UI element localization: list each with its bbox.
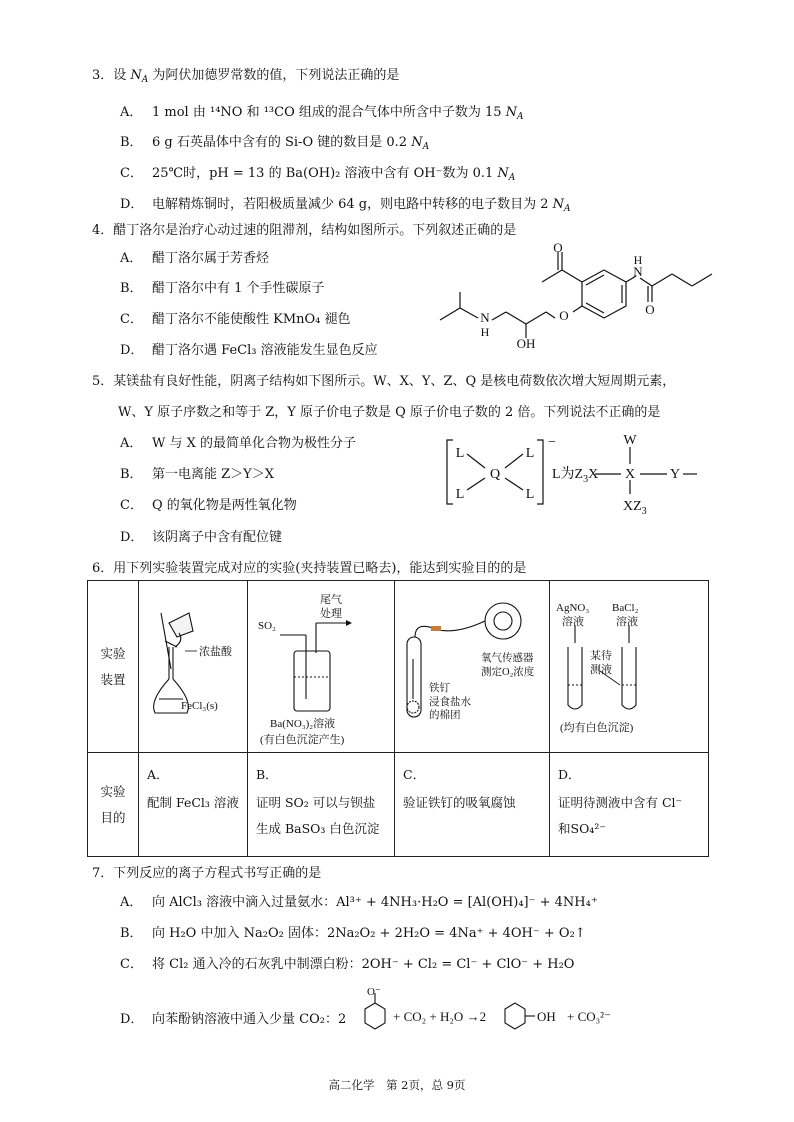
phenol-hydroxyl: OH [537,1009,556,1024]
test-solution-label: 测液 [590,664,612,676]
iron-nail-label: 铁钉 [429,683,450,694]
oxygen-sensor-diagram [395,581,549,753]
ligand-l: L [455,446,465,461]
q3-option-b[interactable]: B． 6 g 石英晶体中含有的 Si-O 键的数目是 0.2 $N_A$ [120,135,430,152]
tail-gas-label: 处理 [320,608,342,620]
amine-hydrogen: H [480,325,490,339]
brine-cotton-label: 浸食盐水 [429,697,471,708]
apparatus-a [139,581,248,753]
precipitate-note: (均有白色沉淀) [560,722,634,734]
q5-stem-line1: 5．某镁盐有良好性能，阴离子结构如下图所示。W、X、Y、Z、Q 是核电荷数依次增大短周期元素， [92,374,676,389]
precipitate-note: (有白色沉淀产生) [260,734,345,746]
central-atom-q: Q [489,467,501,482]
q7-option-b[interactable]: B． 向 H₂O 中加入 Na₂O₂ 固体：2Na₂O₂ + 2H₂O = 4Na⁺ + 4OH⁻ + O₂↑ [120,926,586,941]
q7-stem: 7．下列反应的离子方程式书写正确的是 [92,866,322,881]
q7-option-a[interactable]: A． 向 AlCl₃ 溶液中滴入过量氨水：Al³⁺ + 4NH₃·H₂O = [Al(OH)₄]⁻ + 4NH₄⁺ [120,895,598,910]
anion-charge: − [548,435,556,450]
q4-option-c[interactable]: C． 醋丁洛尔不能使酸性 KMnO₄ 褪色 [120,312,351,327]
so2-inlet-label: SO₂ [258,620,276,632]
brine-cotton-label: 的棉团 [429,710,461,721]
anion-structure [445,432,695,517]
row-head-purpose: 实验 目的 [88,753,139,857]
q3-option-a[interactable]: A． 1 mol 由 ¹⁴NO 和 ¹³CO 组成的混合气体中所含中子数为 15 $N_A$ [120,105,524,122]
purpose-d[interactable]: D． 证明待测液中含有 Cl⁻ 和SO₄²⁻ [550,753,709,857]
apparatus-c [395,581,550,753]
amine-nitrogen: N [480,310,490,325]
conc-hcl-label: 浓盐酸 [199,646,232,658]
q3-option-c[interactable]: C． 25℃时，pH = 13 的 Ba(OH)₂ 溶液中含有 OH⁻数为 0.1 $N_A$ [120,166,516,183]
tail-gas-label: 尾气 [320,594,342,606]
q3-option-d[interactable]: D． 电解精炼铜时，若阳极质量减少 64 g，则电路中转移的电子数目为 2 $N_A$ [120,197,571,214]
row-head-apparatus: 实验 装置 [88,581,139,753]
q4-option-b[interactable]: B． 醋丁洛尔中有 1 个手性碳原子 [120,281,325,296]
q4-stem: 4．醋丁洛尔是治疗心动过速的阻滞剂，结构如图所示。下列叙述正确的是 [92,223,517,238]
apparatus-d [550,581,709,753]
amide-nitrogen: N [633,264,643,279]
test-solution-label: 某待 [590,650,612,662]
o2-sensor-label: 氧气传感器 [481,653,534,664]
bacl2-label: BaCl₂ [612,602,639,614]
purpose-b[interactable]: B． 证明 SO₂ 可以与钡盐 生成 BaSO₃ 白色沉淀 [248,753,395,857]
q7-option-d[interactable]: D． 向苯酚钠溶液中通入少量 CO₂：2 [120,1012,347,1027]
q4-option-a[interactable]: A． 醋丁洛尔属于芳香烃 [120,251,270,266]
xz3-group: $XZ_3$ [623,499,647,517]
bacl2-label: 溶液 [616,616,638,628]
purpose-c[interactable]: C． 验证铁钉的吸氧腐蚀 [395,753,550,857]
page-footer: 高二化学 第 2页，总 9页 [328,1078,466,1092]
agno3-label: AgNO₃ [556,602,590,614]
q4-option-d[interactable]: D． 醋丁洛尔遇 FeCl₃ 溶液能发生显色反应 [120,343,378,358]
q5-stem-line2: W、Y 原子序数之和等于 Z，Y 原子价电子数是 Q 原子价电子数的 2 倍。下列说法不正确的是 [118,405,661,420]
q5-option-b[interactable]: B． 第一电离能 Z＞Y＞X [120,467,275,482]
acetyl-oxygen: O [553,240,563,255]
phenoxide-equation [355,985,625,1045]
amide-oxygen: O [645,302,655,317]
q3-stem: 3．设 $N_A$ 为阿伏加德罗常数的值，下列说法正确的是 [92,68,400,85]
o2-sensor-label: 测定O₂浓度 [481,667,535,678]
l-definition: L为$Z_3X$ [552,467,599,485]
q5-option-a[interactable]: A． W 与 X 的最简单化合物为极性分子 [120,436,357,451]
q7-option-c[interactable]: C． 将 Cl₂ 通入冷的石灰乳中制漂白粉：2OH⁻ + Cl₂ = Cl⁻ + ClO⁻ + H₂O [120,957,575,972]
test-tubes-diagram [550,581,708,753]
carbonate-product: + CO₃²⁻ [567,1009,611,1024]
gas-washing-bottle-diagram [248,581,394,753]
agno3-label: 溶液 [562,616,584,628]
ligand-l: L [525,487,535,502]
q5-option-d[interactable]: D． 该阴离子中含有配位键 [120,530,283,545]
hydroxyl-group: OH [516,336,536,351]
atom-x: X [624,467,636,482]
acebutolol-structure [430,242,720,357]
ligand-l: L [525,446,535,461]
amide-hydrogen: H [633,253,643,267]
equation-middle: + CO₂ + H₂O →2 [393,1009,487,1024]
atom-y: Y [669,467,681,482]
ba-no3-solution-label: Ba(NO₃)₂溶液 [270,718,336,730]
experiment-table [87,580,709,857]
atom-w: W [623,433,637,448]
q5-option-c[interactable]: C． Q 的氧化物是两性氧化物 [120,498,297,513]
phenoxide-oxygen: O⁻ [367,986,381,998]
ligand-l: L [455,487,465,502]
purpose-a[interactable]: A． 配制 FeCl₃ 溶液 [139,753,248,857]
apparatus-b [248,581,395,753]
ether-oxygen: O [559,308,569,323]
q6-stem: 6．用下列实验装置完成对应的实验(夹持装置已略去)，能达到实验目的的是 [92,561,527,576]
fecl3-solid-label: FeCl₃(s) [181,700,218,712]
volumetric-flask-diagram [139,581,247,753]
